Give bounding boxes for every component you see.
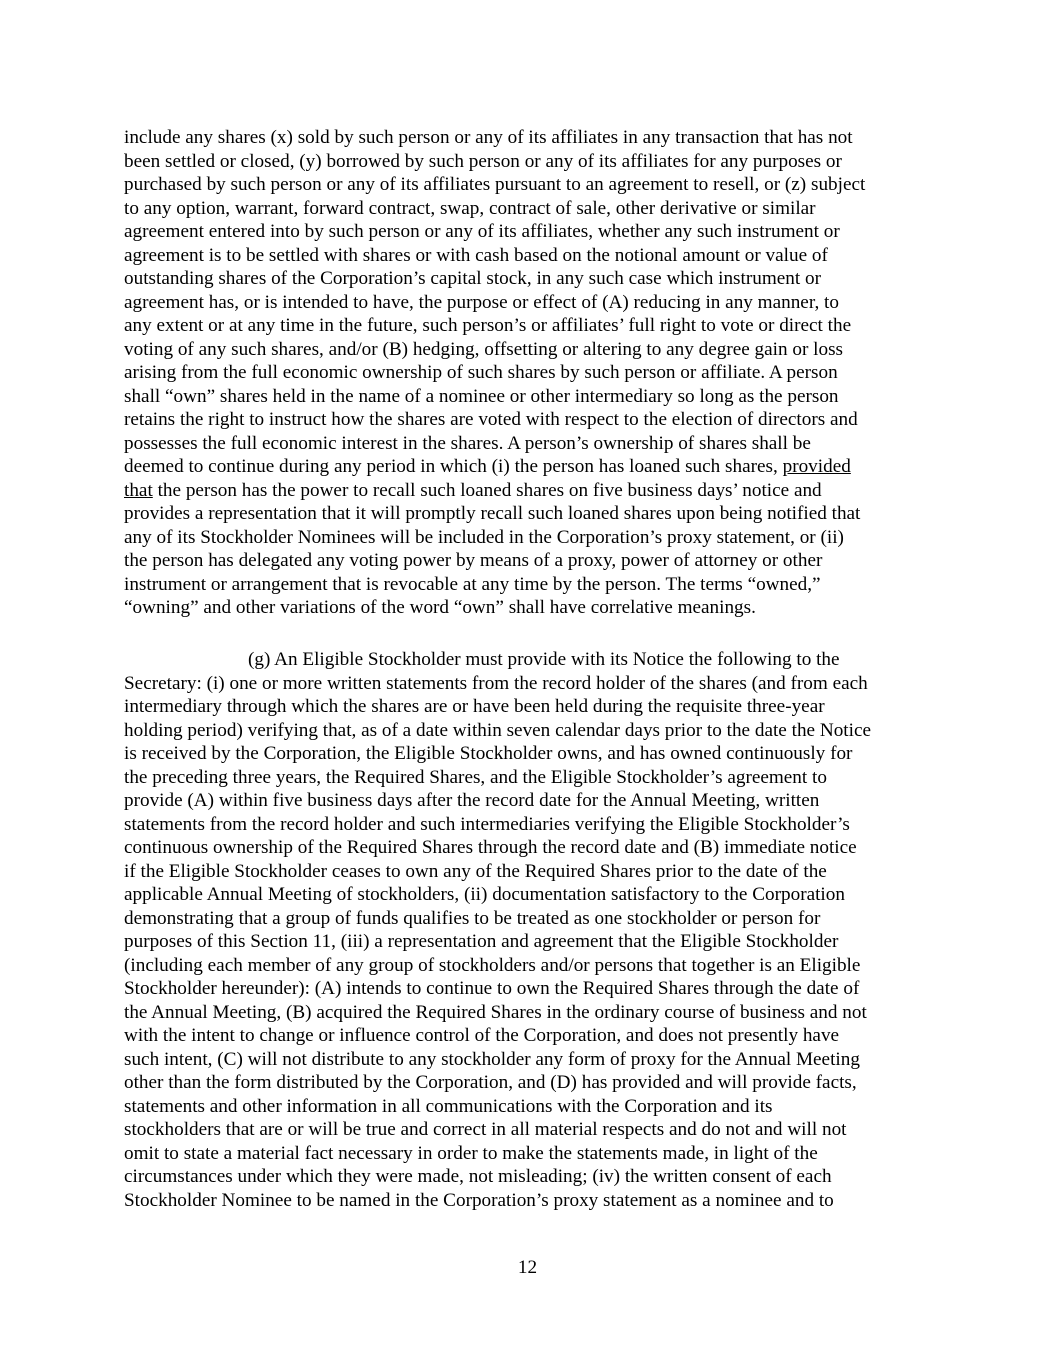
text-line: holding period) verifying that, as of a date within seven calendar days prior to the date the Notice: [124, 719, 872, 741]
text-line: the preceding three years, the Required Shares, and the Eligible Stockholder’s agreement to: [124, 766, 827, 788]
text-line: Secretary: (i) one or more written statements from the record holder of the shares (and from each: [124, 672, 868, 694]
text-line: agreement entered into by such person or any of its affiliates, whether any such instrument or: [124, 221, 840, 242]
text-line: Stockholder hereunder): (A) intends to continue to own the Required Shares through the date of: [124, 978, 860, 999]
text-segment: deemed to continue during any period in which (i) the person has loaned such shares,: [124, 456, 783, 477]
text-line: agreement has, or is intended to have, the purpose or effect of (A) reducing in any manner, to: [124, 291, 839, 313]
text-line: the Annual Meeting, (B) acquired the Required Shares in the ordinary course of business and not: [124, 1001, 867, 1023]
text-line: demonstrating that a group of funds qualifies to be treated as one stockholder or person for: [124, 907, 821, 929]
text-line: intermediary through which the shares are or have been held during the requisite three-year: [124, 696, 825, 717]
text-line: any extent or at any time in the future, such person’s or affiliates’ full right to vote or direct the: [124, 315, 852, 336]
text-line: statements and other information in all communications with the Corporation and its: [124, 1095, 773, 1117]
text-segment: the person has the power to recall such loaned shares on five business days’ notice and: [152, 479, 822, 501]
text-line: retains the right to instruct how the shares are voted with respect to the election of directors and: [124, 409, 858, 430]
text-line: such intent, (C) will not distribute to any stockholder any form of proxy for the Annual Meeting: [124, 1048, 860, 1070]
text-line: statements from the record holder and such intermediaries verifying the Eligible Stockholder’s: [124, 813, 850, 835]
page-number: 12: [517, 1257, 538, 1278]
text-line: to any option, warrant, forward contract, swap, contract of sale, other derivative or similar: [124, 197, 816, 219]
text-line: other than the form distributed by the Corporation, and (D) has provided and will provide facts,: [124, 1072, 857, 1093]
text-line: Stockholder Nominee to be named in the Corporation’s proxy statement as a nominee and to: [124, 1189, 834, 1211]
text-line: “owning” and other variations of the word “own” shall have correlative meanings.: [124, 597, 756, 618]
text-line: provide (A) within five business days after the record date for the Annual Meeting, written: [124, 790, 820, 811]
text-line: include any shares (x) sold by such person or any of its affiliates in any transaction that has not: [124, 127, 853, 148]
text-line: (including each member of any group of stockholders and/or persons that together is an Eligible: [124, 954, 861, 976]
paragraph-g-first-line: (g) An Eligible Stockholder must provide with its Notice the following to the: [248, 649, 840, 670]
text-line: been settled or closed, (y) borrowed by such person or any of its affiliates for any purposes or: [124, 150, 842, 172]
text-line: if the Eligible Stockholder ceases to own any of the Required Shares prior to the date of the: [124, 860, 827, 882]
text-line: the person has delegated any voting power by means of a proxy, power of attorney or other: [124, 550, 823, 571]
underlined-term-provided: provided: [782, 456, 851, 477]
paragraph-g: [124, 648, 871, 1212]
text-line: omit to state a material fact necessary in order to make the statements made, in light of the: [124, 1142, 818, 1164]
text-line: [124, 455, 865, 479]
underlined-term-that: that: [124, 479, 153, 501]
text-line: purposes of this Section 11, (iii) a representation and agreement that the Eligible Stockholder: [124, 931, 839, 952]
text-line: purchased by such person or any of its affiliates pursuant to an agreement to resell, or (z) subject: [124, 174, 866, 195]
text-line: circumstances under which they were made, not misleading; (iv) the written consent of each: [124, 1166, 832, 1187]
text-line: outstanding shares of the Corporation’s capital stock, in any such case which instrument or: [124, 268, 821, 289]
text-line: voting of any such shares, and/or (B) hedging, offsetting or altering to any degree gain or loss: [124, 338, 844, 360]
text-line: instrument or arrangement that is revocable at any time by the person. The terms “owned,”: [124, 573, 821, 595]
text-line: with the intent to change or influence control of the Corporation, and does not presently have: [124, 1025, 840, 1046]
text-line: arising from the full economic ownership of such shares by such person or affiliate. A person: [124, 362, 838, 383]
text-line: any of its Stockholder Nominees will be included in the Corporation’s proxy statement, or (ii): [124, 526, 844, 548]
text-line: applicable Annual Meeting of stockholders, (ii) documentation satisfactory to the Corporation: [124, 884, 845, 905]
text-line: possesses the full economic interest in the shares. A person’s ownership of shares shall be: [124, 432, 811, 454]
text-line: is received by the Corporation, the Eligible Stockholder owns, and has owned continuously for: [124, 743, 853, 764]
text-line: continuous ownership of the Required Shares through the record date and (B) immediate notice: [124, 837, 857, 858]
text-line: agreement is to be settled with shares or with cash based on the notional amount or value of: [124, 244, 828, 266]
text-line: provides a representation that it will promptly recall such loaned shares upon being notified that: [124, 503, 861, 524]
text-line: [124, 479, 865, 503]
text-line: shall “own” shares held in the name of a nominee or other intermediary so long as the person: [124, 385, 839, 407]
text-line: stockholders that are or will be true and correct in all material respects and do not and will not: [124, 1119, 847, 1140]
paragraph-f-continuation: [124, 126, 865, 620]
